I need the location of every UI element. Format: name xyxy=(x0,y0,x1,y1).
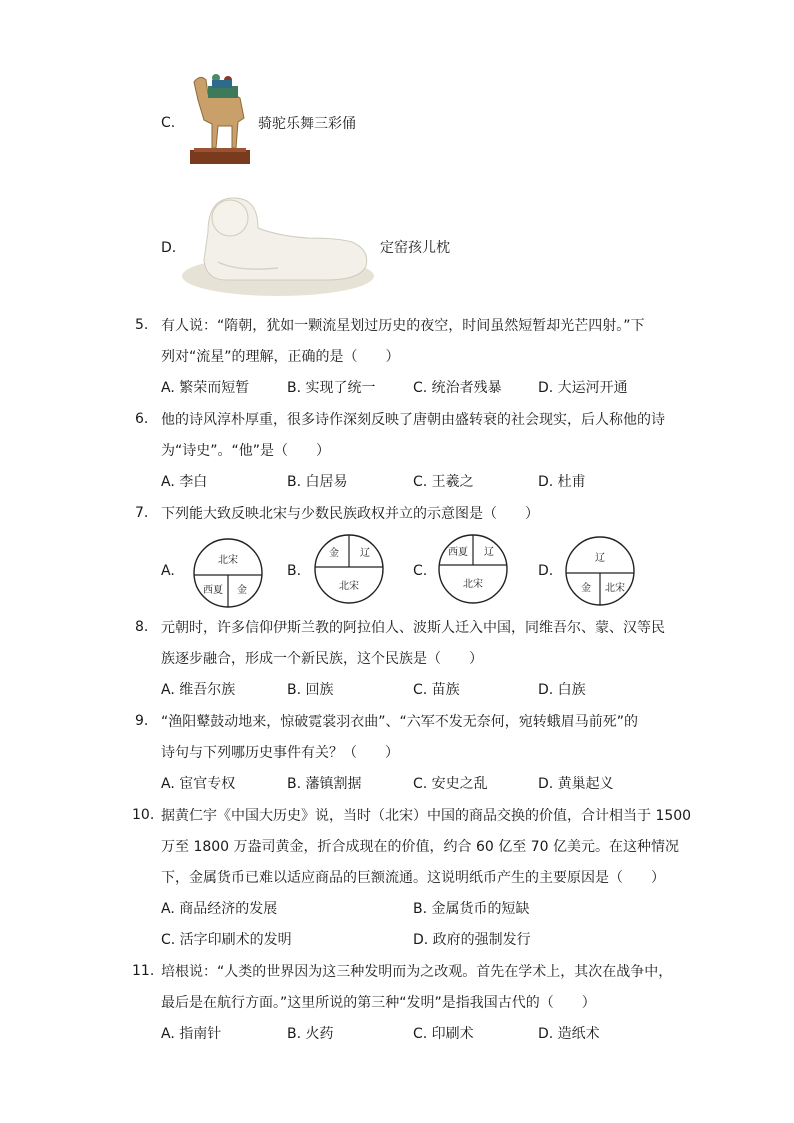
pie-b-label-right: 辽 xyxy=(360,548,370,559)
pie-a-label-left: 西夏 xyxy=(203,585,223,596)
q7-pie-c[interactable] xyxy=(436,533,510,605)
q6-line-1: 他的诗风淳朴厚重，很多诗作深刻反映了唐朝由盛转衰的社会现实，后人称他的诗 xyxy=(161,412,665,428)
q11-option-a[interactable]: A. 指南针 xyxy=(161,1026,222,1042)
pie-c-label-right: 辽 xyxy=(484,547,494,558)
pie-d-label-top: 辽 xyxy=(595,553,605,564)
q9-line-2: 诗句与下列哪历史事件有关？（ ） xyxy=(161,745,399,761)
pie-c-label-left: 西夏 xyxy=(448,547,468,558)
q9-number: 9. xyxy=(135,713,149,729)
q7-line-1: 下列能大致反映北宋与少数民族政权并立的示意图是（ ） xyxy=(161,506,539,522)
pie-a-label-top: 北宋 xyxy=(218,555,238,566)
q8-option-b[interactable]: B. 回族 xyxy=(287,682,334,698)
q11-line-2: 最后是在航行方面。”这里所说的第三种“发明”是指我国古代的（ ） xyxy=(161,995,596,1011)
q11-number: 11. xyxy=(132,963,155,979)
camel-figurine-image xyxy=(186,68,252,166)
pie-d-label-right: 北宋 xyxy=(605,583,625,594)
q7-option-d-letter[interactable]: D. xyxy=(538,563,554,579)
q5-option-c[interactable]: C. 统治者残暴 xyxy=(413,380,502,396)
q5-number: 5. xyxy=(135,317,149,333)
q10-line-1: 据黄仁宇《中国大历史》说，当时（北宋）中国的商品交换的价值，合计相当于 1500 xyxy=(161,808,692,824)
q11-line-1: 培根说：“人类的世界因为这三种发明而为之改观。首先在学术上，其次在战争中， xyxy=(161,964,673,980)
q6-option-a[interactable]: A. 李白 xyxy=(161,474,208,490)
q10-option-c[interactable]: C. 活字印刷术的发明 xyxy=(161,932,292,948)
q7-pie-d[interactable] xyxy=(563,535,637,607)
q9-option-b[interactable]: B. 藩镇割据 xyxy=(287,776,362,792)
q6-number: 6. xyxy=(135,411,149,427)
q8-option-a[interactable]: A. 维吾尔族 xyxy=(161,682,236,698)
option-d-letter: D. xyxy=(161,240,177,256)
q9-option-d[interactable]: D. 黄巢起义 xyxy=(538,776,614,792)
q7-pie-a[interactable] xyxy=(192,537,264,609)
q5-line-1: 有人说：“隋朝，犹如一颗流星划过历史的夜空，时间虽然短暂却光芒四射。”下 xyxy=(161,318,645,334)
q5-option-a[interactable]: A. 繁荣而短暂 xyxy=(161,380,250,396)
q10-option-d[interactable]: D. 政府的强制发行 xyxy=(413,932,531,948)
q9-option-a[interactable]: A. 宦官专权 xyxy=(161,776,236,792)
q11-option-c[interactable]: C. 印刷术 xyxy=(413,1026,474,1042)
q11-option-d[interactable]: D. 造纸术 xyxy=(538,1026,600,1042)
q8-line-2: 族逐步融合，形成一个新民族，这个民族是（ ） xyxy=(161,651,483,667)
q10-option-b[interactable]: B. 金属货币的短缺 xyxy=(413,901,530,917)
q5-option-d[interactable]: D. 大运河开通 xyxy=(538,380,628,396)
option-d-caption: 定窑孩儿枕 xyxy=(380,240,450,256)
q9-line-1: “渔阳鼙鼓动地来，惊破霓裳羽衣曲”、“六军不发无奈何，宛转蛾眉马前死”的 xyxy=(161,714,639,730)
q10-line-3: 下，金属货币已难以适应商品的巨额流通。这说明纸币产生的主要原因是（ ） xyxy=(161,870,665,886)
q7-option-a-letter[interactable]: A. xyxy=(161,563,175,579)
child-pillow-image xyxy=(178,192,378,300)
q8-line-1: 元朝时，许多信仰伊斯兰教的阿拉伯人、波斯人迁入中国，同维吾尔、蒙、汉等民 xyxy=(161,620,665,636)
pie-b-label-bottom: 北宋 xyxy=(339,581,359,592)
pie-c-label-bottom: 北宋 xyxy=(463,579,483,590)
q10-line-2: 万至 1800 万盎司黄金，折合成现在的价值，约合 60 亿至 70 亿美元。在这种情况 xyxy=(161,839,679,855)
pie-d-label-left: 金 xyxy=(581,583,591,594)
q8-option-c[interactable]: C. 苗族 xyxy=(413,682,460,698)
q11-option-b[interactable]: B. 火药 xyxy=(287,1026,334,1042)
option-c-caption: 骑驼乐舞三彩俑 xyxy=(258,116,356,132)
q7-pie-b[interactable] xyxy=(312,533,386,605)
q5-option-b[interactable]: B. 实现了统一 xyxy=(287,380,376,396)
q7-option-b-letter[interactable]: B. xyxy=(287,563,302,579)
pie-b-label-left: 金 xyxy=(329,548,339,559)
q6-line-2: 为“诗史”。“他”是（ ） xyxy=(161,443,331,459)
q6-option-b[interactable]: B. 白居易 xyxy=(287,474,348,490)
pie-a-label-right: 金 xyxy=(237,585,247,596)
q9-option-c[interactable]: C. 安史之乱 xyxy=(413,776,488,792)
q10-number: 10. xyxy=(132,807,155,823)
option-c-letter: C. xyxy=(161,115,176,131)
q8-option-d[interactable]: D. 白族 xyxy=(538,682,586,698)
q8-number: 8. xyxy=(135,619,149,635)
q6-option-c[interactable]: C. 王羲之 xyxy=(413,474,474,490)
q7-number: 7. xyxy=(135,505,149,521)
q10-option-a[interactable]: A. 商品经济的发展 xyxy=(161,901,278,917)
q6-option-d[interactable]: D. 杜甫 xyxy=(538,474,586,490)
q7-option-c-letter[interactable]: C. xyxy=(413,563,428,579)
q5-line-2: 列对“流星”的理解，正确的是（ ） xyxy=(161,349,400,365)
